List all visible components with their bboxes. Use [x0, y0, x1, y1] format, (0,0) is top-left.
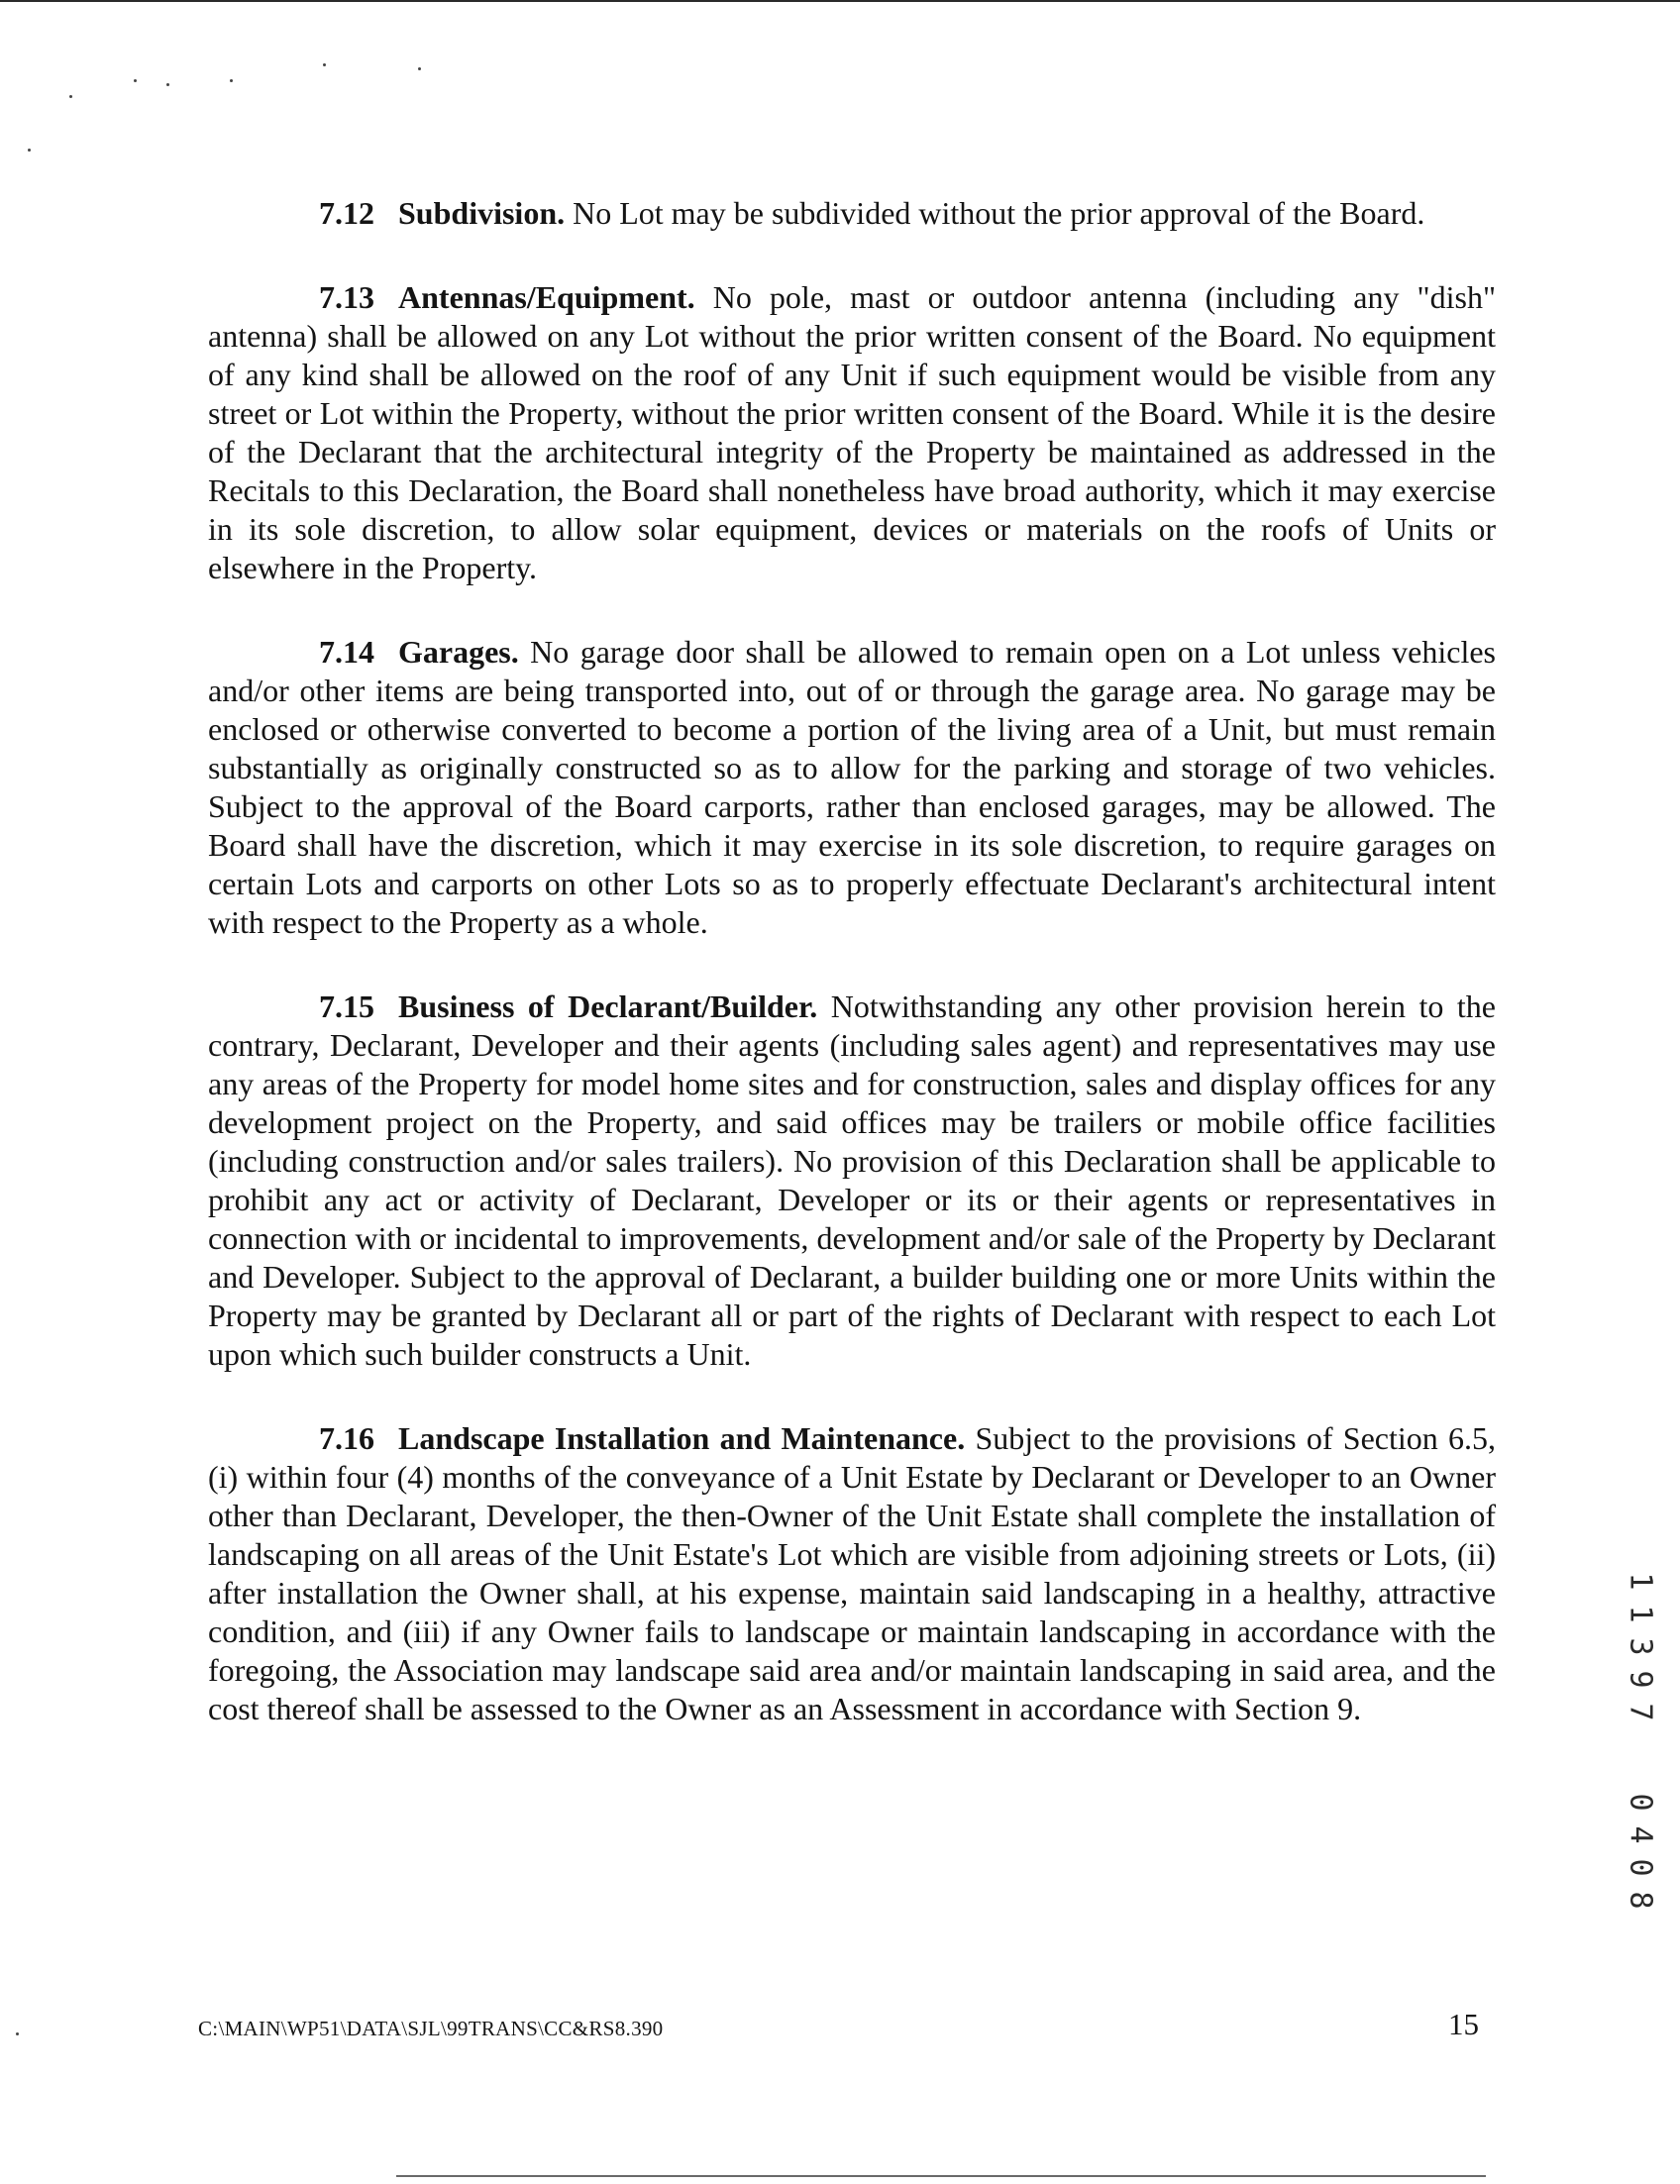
stamp-digit: 0: [1623, 1858, 1658, 1877]
stamp-digit: 1: [1623, 1572, 1658, 1591]
section-7-12: [208, 194, 1496, 233]
stamp-digit: 0: [1623, 1793, 1658, 1812]
section-title: Business of Declarant/Builder.: [398, 988, 818, 1024]
section-text: Notwithstanding any other provision herein to the contrary, Declarant, Developer and their agents (including sales agent) and representatives may use any areas of the Property for model home sites and for construction, sales and display offices for any development project on the Property, and said offices may be trailers or mobile office facilities (including construction and/or sales trailers). No provision of this Declaration shall be applicable to prohibit any act or activity of Declarant, Developer or its or their agents or representatives in connection with or incidental to improvements, development and/or sale of the Property by Declarant and Developer. Subject to the approval of Declarant, a builder building one or more Units within the Property may be granted by Declarant all or part of the rights of Declarant with respect to each Lot upon which such builder constructs a Unit.: [208, 988, 1497, 1372]
scan-speck: [230, 79, 233, 82]
section-text: No pole, mast or outdoor antenna (including any "dish" antenna) shall be allowed on any Lot without the prior written consent of the Board. No equipment of any kind shall be allowed on the roof of any Unit if such equipment would be visible from any street or Lot within the Property, without the prior written consent of the Board. While it is the desire of the Declarant that the architectural integrity of the Property be maintained as addressed in the Recitals to this Declaration, the Board shall nonetheless have broad authority, which it may exercise in its sole discretion, to allow solar equipment, devices or materials on the roofs of Units or elsewhere in the Property.: [208, 279, 1497, 585]
section-title: Landscape Installation and Maintenance.: [398, 1420, 966, 1456]
document-body: [208, 194, 1496, 1774]
stamp-digit: 1: [1623, 1605, 1658, 1623]
scan-speck: [69, 95, 72, 98]
scan-speck: [134, 79, 137, 82]
footer-file-path: C:\MAIN\WP51\DATA\SJL\99TRANS\CC&RS8.390: [198, 2017, 664, 2040]
section-7-16: [208, 1419, 1496, 1728]
section-number: 7.12: [319, 195, 374, 231]
scan-edge-top: [0, 0, 1680, 2]
section-title: Garages.: [398, 634, 519, 670]
section-7-14: [208, 633, 1496, 942]
stamp-digit: 4: [1623, 1825, 1658, 1844]
stamp-digit: 3: [1623, 1637, 1658, 1656]
recording-stamp: [1621, 1565, 1660, 1917]
scan-speck: [166, 83, 169, 86]
scan-edge-bottom: [396, 2175, 1486, 2177]
section-number: 7.16: [319, 1420, 374, 1456]
scan-speck: [323, 63, 326, 66]
scan-speck: [418, 67, 421, 70]
scan-speck: [16, 2032, 19, 2035]
section-title: Antennas/Equipment.: [398, 279, 695, 315]
section-number: 7.14: [319, 634, 374, 670]
stamp-digit: 9: [1623, 1670, 1658, 1689]
section-number: 7.13: [319, 279, 374, 315]
section-title: Subdivision.: [398, 195, 566, 231]
stamp-digit: 7: [1623, 1703, 1658, 1721]
section-text: Subject to the provisions of Section 6.5,(i) within four (4) months of the conveyance of a Unit Estate by Declarant or Developer to an Owner other than Declarant, Developer, the then-Owner of the Unit Estate shall complete the installation of landscaping on all areas of the Unit Estate's Lot which are visible from adjoining streets or Lots, (ii) after installation the Owner shall, at his expense, maintain said landscaping in a healthy, attractive condition, and (iii) if any Owner fails to landscape or maintain landscaping in accordance with the foregoing, the Association may landscape said area and/or maintain landscaping in said area, and the cost thereof shall be assessed to the Owner as an Assessment in accordance with Section 9.: [208, 1420, 1497, 1726]
section-7-13: [208, 278, 1496, 587]
section-text: No garage door shall be allowed to remain open on a Lot unless vehicles and/or other items are being transported into, out of or through the garage area. No garage may be enclosed or otherwise converted to become a portion of the living area of a Unit, but must remain substantially as originally constructed so as to allow for the parking and storage of two vehicles. Subject to the approval of the Board carports, rather than enclosed garages, may be allowed. The Board shall have the discretion, which it may exercise in its sole discretion, to require garages on certain Lots and carports on other Lots so as to properly effectuate Declarant's architectural intent with respect to the Property as a whole.: [208, 634, 1497, 940]
page-number: 15: [1448, 2007, 1479, 2041]
stamp-digit: 8: [1623, 1891, 1658, 1910]
section-7-15: [208, 988, 1496, 1374]
scan-speck: [28, 149, 31, 152]
section-text: No Lot may be subdivided without the prior approval of the Board.: [573, 195, 1425, 231]
section-number: 7.15: [319, 988, 374, 1024]
